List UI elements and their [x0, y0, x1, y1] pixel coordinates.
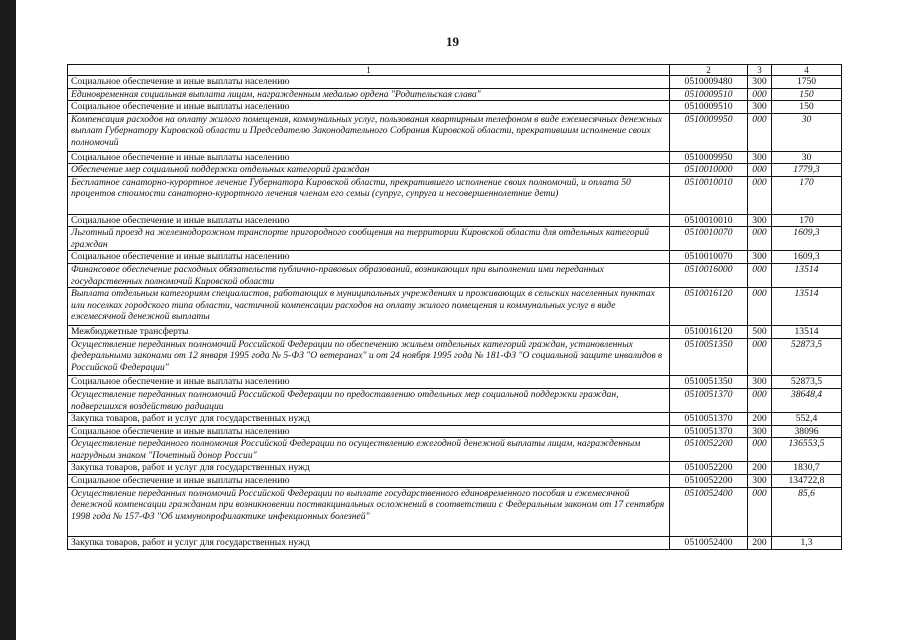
row-amount-cell: 30: [772, 151, 842, 164]
row-type-cell: 000: [748, 176, 772, 214]
row-code-cell: 0510052200: [670, 462, 748, 475]
row-code-cell: 0510051370: [670, 388, 748, 412]
row-type-cell: 300: [748, 151, 772, 164]
row-amount-cell: 13514: [772, 325, 842, 338]
row-amount-cell: 1750: [772, 76, 842, 89]
row-code-cell: 0510052200: [670, 475, 748, 488]
table-row: [68, 164, 842, 177]
row-code-cell: 0510051350: [670, 338, 748, 376]
row-amount-cell: 52873,5: [772, 338, 842, 376]
row-type-cell: 300: [748, 76, 772, 89]
row-code-cell: 0510009950: [670, 113, 748, 151]
table-row: [68, 76, 842, 89]
row-amount-cell: 170: [772, 176, 842, 214]
page-number: 19: [446, 34, 459, 49]
header-col-3: 3: [748, 65, 772, 76]
row-amount-cell: 1779,3: [772, 164, 842, 177]
row-code-cell: 0510052400: [670, 537, 748, 550]
row-name-cell: Социальное обеспечение и иные выплаты населению: [68, 376, 670, 389]
row-code-cell: 0510009510: [670, 88, 748, 101]
row-code-cell: 0510016120: [670, 288, 748, 326]
row-amount-cell: 552,4: [772, 413, 842, 426]
row-name-cell: Закупка товаров, работ и услуг для государственных нужд: [68, 413, 670, 426]
row-type-cell: 500: [748, 325, 772, 338]
row-name-cell: Закупка товаров, работ и услуг для государственных нужд: [68, 537, 670, 550]
row-type-cell: 200: [748, 462, 772, 475]
row-amount-cell: 1609,3: [772, 227, 842, 251]
row-name-cell: Единовременная социальная выплата лицам, награжденным медалью ордена "Родительская слава": [68, 88, 670, 101]
row-amount-cell: 136553,5: [772, 438, 842, 462]
table-header-row: [68, 65, 842, 76]
row-name-cell: Социальное обеспечение и иные выплаты населению: [68, 251, 670, 264]
row-code-cell: 0510052200: [670, 438, 748, 462]
row-amount-cell: 170: [772, 214, 842, 227]
table-row: [68, 537, 842, 550]
table-row: [68, 413, 842, 426]
row-code-cell: 0510010070: [670, 227, 748, 251]
row-name-cell: Закупка товаров, работ и услуг для государственных нужд: [68, 462, 670, 475]
table-row: [68, 176, 842, 214]
row-name-cell: Бесплатное санаторно-курортное лечение Губернатора Кировской области, прекратившего исполнение своих полномочий, и оплата 50 процентов стоимости санаторно-курортного лечения членам его семьи (супруг, супруга и несовершеннолетние дети): [68, 176, 670, 214]
table-row: [68, 251, 842, 264]
row-type-cell: 200: [748, 413, 772, 426]
table-row: [68, 214, 842, 227]
row-type-cell: 000: [748, 164, 772, 177]
row-amount-cell: 52873,5: [772, 376, 842, 389]
row-code-cell: 0510010000: [670, 164, 748, 177]
table-row: [68, 227, 842, 251]
row-name-cell: Льготный проезд на железнодорожном транспорте пригородного сообщения на территории Кировской области для отдельных категорий граждан: [68, 227, 670, 251]
row-name-cell: Социальное обеспечение и иные выплаты населению: [68, 425, 670, 438]
budget-table-body: [68, 65, 842, 550]
table-row: [68, 438, 842, 462]
header-col-1: 1: [68, 65, 670, 76]
row-code-cell: 0510051370: [670, 413, 748, 426]
row-type-cell: 000: [748, 88, 772, 101]
row-code-cell: 0510009510: [670, 101, 748, 114]
row-code-cell: 0510051370: [670, 425, 748, 438]
table-row: [68, 475, 842, 488]
row-code-cell: 0510052400: [670, 487, 748, 536]
table-row: [68, 263, 842, 287]
row-code-cell: 0510010010: [670, 176, 748, 214]
row-name-cell: Социальное обеспечение и иные выплаты населению: [68, 475, 670, 488]
row-name-cell: Обеспечение мер социальной поддержки отдельных категорий граждан: [68, 164, 670, 177]
row-amount-cell: 1609,3: [772, 251, 842, 264]
table-row: [68, 425, 842, 438]
row-name-cell: Осуществление переданных полномочий Российской Федерации по выплате государственного единовременного пособия и ежемесячной денежной компенсации гражданам при возникновении поствакцинальных осложнений в соответствии с Федеральным законом от 17 сентября 1998 года № 157-ФЗ "Об иммунопрофилактике инфекционных болезней": [68, 487, 670, 536]
row-amount-cell: 30: [772, 113, 842, 151]
row-name-cell: Осуществление переданных полномочий Российской Федерации по обеспечению жильем отдельных категорий граждан, установленных федеральными законами от 12 января 1995 года № 5-ФЗ "О ветеранах" и от 24 ноября 1995 года № 181-ФЗ "О социальной защите инвалидов в Российской Федерации": [68, 338, 670, 376]
table-row: [68, 487, 842, 536]
row-name-cell: Осуществление переданного полномочия Российской Федерации по осуществлению ежегодной денежной выплаты лицам, награжденным нагрудным знаком "Почетный донор России": [68, 438, 670, 462]
row-name-cell: Осуществление переданных полномочий Российской Федерации по предоставлению отдельных мер социальной поддержки граждан, подвергшихся воздействию радиации: [68, 388, 670, 412]
row-code-cell: 0510016120: [670, 325, 748, 338]
row-amount-cell: 150: [772, 88, 842, 101]
row-type-cell: 000: [748, 263, 772, 287]
table-row: [68, 325, 842, 338]
row-amount-cell: 38648,4: [772, 388, 842, 412]
row-type-cell: 300: [748, 376, 772, 389]
row-type-cell: 200: [748, 537, 772, 550]
header-col-4: 4: [772, 65, 842, 76]
budget-table: [67, 64, 842, 550]
table-row: [68, 376, 842, 389]
row-amount-cell: 13514: [772, 288, 842, 326]
row-type-cell: 000: [748, 487, 772, 536]
row-name-cell: Социальное обеспечение и иные выплаты населению: [68, 151, 670, 164]
row-type-cell: 000: [748, 288, 772, 326]
row-amount-cell: 1830,7: [772, 462, 842, 475]
row-type-cell: 000: [748, 438, 772, 462]
row-amount-cell: 13514: [772, 263, 842, 287]
header-col-2: 2: [670, 65, 748, 76]
row-type-cell: 000: [748, 388, 772, 412]
row-amount-cell: 1,3: [772, 537, 842, 550]
row-type-cell: 300: [748, 251, 772, 264]
row-type-cell: 300: [748, 425, 772, 438]
table-row: [68, 462, 842, 475]
row-name-cell: Компенсация расходов на оплату жилого помещения, коммунальных услуг, пользования квартирным телефоном в виде ежемесячных денежных выплат Губернатору Кировской области и Председателю Законодательного Собрания Кировской области, прекратившим исполнение своих полномочий: [68, 113, 670, 151]
row-code-cell: 0510009480: [670, 76, 748, 89]
row-type-cell: 300: [748, 214, 772, 227]
row-name-cell: Социальное обеспечение и иные выплаты населению: [68, 214, 670, 227]
row-amount-cell: 150: [772, 101, 842, 114]
row-code-cell: 0510009950: [670, 151, 748, 164]
row-type-cell: 300: [748, 101, 772, 114]
row-type-cell: 000: [748, 227, 772, 251]
table-row: [68, 388, 842, 412]
row-code-cell: 0510010070: [670, 251, 748, 264]
scan-edge-bar: [0, 0, 16, 640]
table-row: [68, 88, 842, 101]
row-code-cell: 0510010010: [670, 214, 748, 227]
row-name-cell: Межбюджетные трансферты: [68, 325, 670, 338]
row-name-cell: Финансовое обеспечение расходных обязательств публично-правовых образований, возникающих при выполнении ими переданных государственных полномочий Кировской области: [68, 263, 670, 287]
table-row: [68, 151, 842, 164]
row-type-cell: 300: [748, 475, 772, 488]
row-amount-cell: 38096: [772, 425, 842, 438]
row-amount-cell: 85,6: [772, 487, 842, 536]
table-row: [68, 113, 842, 151]
table-row: [68, 101, 842, 114]
row-amount-cell: 134722,8: [772, 475, 842, 488]
row-code-cell: 0510016000: [670, 263, 748, 287]
row-type-cell: 000: [748, 338, 772, 376]
table-row: [68, 338, 842, 376]
row-type-cell: 000: [748, 113, 772, 151]
row-code-cell: 0510051350: [670, 376, 748, 389]
table-row: [68, 288, 842, 326]
row-name-cell: Социальное обеспечение и иные выплаты населению: [68, 101, 670, 114]
row-name-cell: Выплата отдельным категориям специалистов, работающих в муниципальных учреждениях и проживающих в сельских населенных пунктах или поселках городского типа области, частичной компенсации расходов на оплату жилого помещения и коммунальных услуг в виде ежемесячной денежной выплаты: [68, 288, 670, 326]
row-name-cell: Социальное обеспечение и иные выплаты населению: [68, 76, 670, 89]
